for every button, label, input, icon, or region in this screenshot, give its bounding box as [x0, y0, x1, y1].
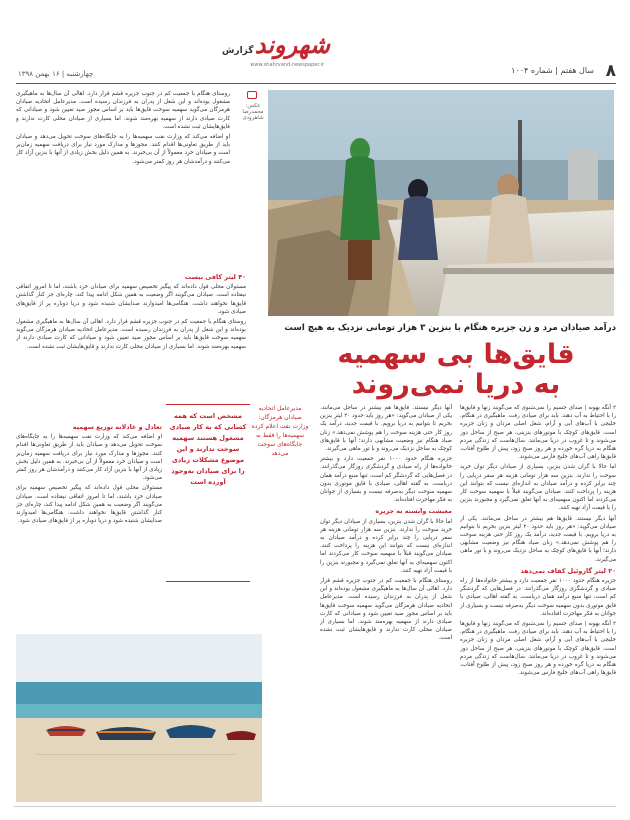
paragraph: روستای هنگام با جمعیت کم در جنوب جزیره قشم قرار دارد. اهالی آن سال‌ها به ماهیگیری مشغول بوده‌اند و این شغل از پدران به فرزندان رسیده است. مدیرعامل اتحادیه صیادان هرمزگان می‌گوید سهمیه سوخت قایق‌ها باید بر اساس مجوز صید تعیین شود و صیادانی که کارت صیادی دارند از سهمیه بهره‌مند شوند. اما بسیاری از صیادان محلی کارت ندارند و قایق‌هایشان ثبت نشده است.: [320, 578, 452, 642]
logo-url: www.shahrvand-newspaper.ir: [250, 62, 324, 68]
side-quote-text: مدیرعامل اتحادیه صیادان هرمزگان: وزارت نفت اعلام کرده سهمیه‌ها را فقط به جایگاه‌های سوخت می‌دهد: [251, 405, 309, 457]
text-column-left-top: [16, 90, 230, 266]
paragraph: ۲ آنگه بهونه | صدای جسیم را نمی‌شنوی که می‌گویند زنها و قایق‌ها را با احتیاط به آب دهند. باید برای صیادی رفت. ماهیگیری در هنگام، خلیجی با آب‌های آبی و آرام، شغل اصلی مردان و زنان جزیره است. قایق‌های کوچک با موتورهای بنزینی، هر صبح از ساحل دور می‌شوند و تا غروب در دریا می‌مانند. سال‌هاست که زندگی مردم هنگام به دریا گره خورده و هر روز صبح زود، پیش از طلوع آفتاب، قایق‌ها راهی آب‌های خلیج فارس می‌شوند.: [460, 405, 616, 461]
paragraph: روستای هنگام با جمعیت کم در جنوب جزیره قشم قرار دارد. اهالی آن سال‌ها به ماهیگیری مشغول بوده‌اند و این شغل از پدران به فرزندان رسیده است. مدیرعامل اتحادیه صیادان هرمزگان می‌گوید سهمیه سوخت قایق‌ها باید بر اساس مجوز صید تعیین شود و صیادانی که کارت صیادی دارند از سهمیه بهره‌مند شوند. اما بسیاری از صیادان محلی کارت ندارند و قایق‌هایشان ثبت نشده است.: [16, 319, 246, 350]
subheading: ۴۰ لیتر کافی نیست: [184, 273, 246, 281]
logo-sub-text: گزارش: [222, 46, 254, 56]
paragraph: او اضافه می‌کند که وزارت نفت سهمیه‌ها را به جایگاه‌های سوخت تحویل می‌دهد و صیادان باید از طریق تعاونی‌ها اقدام کنند. مجوزها و مدارک مورد نیاز برای دریافت سهمیه زمان‌بر است و صیادان خرد معمولاً از آن بی‌خبرند. به همین دلیل بخش زیادی از آنها با بنزین آزاد کار می‌کنند و درآمدشان هر روز کمتر می‌شود.: [16, 434, 162, 482]
paragraph: آنها دیگر نیستند. قایق‌ها هم بیشتر در ساحل می‌مانند. یکی از صیادان می‌گوید: «هر روز باید حدود ۲۰ لیتر بنزین بخریم تا بتوانیم به دریا برویم. با قیمت جدید، درآمد یک روز کار حتی هزینه سوخت را هم پوشش نمی‌دهد.» زنان صیاد هنگام نیز وضعیت مشابهی دارند؛ آنها با قایق‌های کوچک به ساحل نزدیک می‌روند و با تور ماهی می‌گیرند.: [460, 515, 616, 563]
text-column-middle: [320, 404, 452, 800]
page-number: ۸: [605, 60, 616, 81]
text-column-right: [460, 404, 616, 800]
pull-quote: [166, 404, 250, 582]
headline-line-1: قایق‌ها بی سهمیه: [337, 339, 575, 370]
issue-date: چهارشنبه | ۱۶ بهمن ۱۳۹۸: [18, 70, 94, 78]
issue-info: سال هفتم | شماره ۱۰۰۴: [511, 66, 594, 75]
side-quote: [250, 404, 310, 524]
pull-quote-text: مشخص است که همه کسانی که به کار صیادی مشغول هستند سهمیه سوخت ندارند و این موضوع مشکلات زیادی را برای صیادان به‌وجود آورده است: [169, 412, 247, 486]
camera-icon: [247, 91, 257, 99]
photo-beach-boats-illustration: [16, 634, 262, 802]
text-column-left-mid: [16, 270, 246, 420]
photo-fisherwomen: [268, 90, 614, 316]
headline-kicker: درآمد صیادان مرد و زن جزیره هنگام با بنزین ۳ هزار تومانی نزدیک به هیچ است: [284, 323, 616, 333]
text-column-left-lower: [16, 420, 162, 626]
page-footer-rule: [14, 806, 616, 807]
paragraph: آنها دیگر نیستند. قایق‌ها هم بیشتر در ساحل می‌مانند. یکی از صیادان می‌گوید: «هر روز باید حدود ۲۰ لیتر بنزین بخریم تا بتوانیم به دریا برویم. با قیمت جدید، درآمد یک روز کار حتی هزینه سوخت را هم پوشش نمی‌دهد.» زنان صیاد هنگام نیز وضعیت مشابهی دارند؛ آنها با قایق‌های کوچک به ساحل نزدیک می‌روند و با تور ماهی می‌گیرند.: [320, 405, 452, 453]
paragraph: جزیره هنگام حدود ۱۰۰۰ نفر جمعیت دارد و بیشتر خانواده‌ها از راه صیادی و گردشگری روزگار می‌گذرانند. در فصل‌هایی که گردشگر کم است، تنها منبع درآمد همان دریاست. به گفته اهالی، صیادی با قایق موتوری بدون سهمیه سوخت دیگر به‌صرفه نیست و بسیاری از جوانان به فکر مهاجرت افتاده‌اند.: [460, 578, 616, 617]
paragraph: ۲ آنگه بهونه | صدای جسیم را نمی‌شنوی که می‌گویند زنها و قایق‌ها را با احتیاط به آب دهند. باید برای صیادی رفت. ماهیگیری در هنگام، خلیجی با آب‌های آبی و آرام، شغل اصلی مردان و زنان جزیره است. قایق‌های کوچک با موتورهای بنزینی، هر صبح از ساحل دور می‌شوند و تا غروب در دریا می‌مانند. سال‌هاست که زندگی مردم هنگام به دریا گره خورده و هر روز صبح زود، پیش از طلوع آفتاب، قایق‌ها راهی آب‌های خلیج فارس می‌شوند.: [460, 621, 616, 677]
paragraph: روستای هنگام با جمعیت کم در جنوب جزیره قشم قرار دارد. اهالی آن سال‌ها به ماهیگیری مشغول بوده‌اند و این شغل از پدران به فرزندان رسیده است. مدیرعامل اتحادیه صیادان هرمزگان می‌گوید سهمیه سوخت قایق‌ها باید بر اساس مجوز صید تعیین شود و صیادانی که کارت صیادی دارند از سهمیه بهره‌مند شوند. اما بسیاری از صیادان محلی کارت ندارند و قایق‌هایشان ثبت نشده است.: [16, 91, 230, 130]
photo-credit: عکس: محمدرضا شاهرودی: [242, 103, 264, 121]
paragraph: مسئولان محلی قول داده‌اند که پیگیر تخصیص سهمیه برای صیادان خرد باشند، اما تا امروز اتفاقی نیفتاده است. صیادان می‌گویند اگر وضعیت به همین شکل ادامه پیدا کند، چاره‌ای جز کنار گذاشتن قایق‌ها نخواهند داشت. هنگامی‌ها امیدوارند صدایشان شنیده شود و دریا دوباره پر از قایق‌های صیادی شود.: [16, 284, 246, 315]
subheading: تعادل و عادلانه توزیع سهمیه: [72, 423, 162, 431]
photo-beach-boats: [16, 634, 262, 802]
paragraph: او اضافه می‌کند که وزارت نفت سهمیه‌ها را به جایگاه‌های سوخت تحویل می‌دهد و صیادان باید از طریق تعاونی‌ها اقدام کنند. مجوزها و مدارک مورد نیاز برای دریافت سهمیه زمان‌بر است و صیادان خرد معمولاً از آن بی‌خبرند. به همین دلیل بخش زیادی از آنها با بنزین آزاد کار می‌کنند و درآمدشان هر روز کمتر می‌شود.: [16, 134, 230, 165]
subheading: معیشت وابسته به جزیره: [375, 507, 452, 516]
paragraph: مسئولان محلی قول داده‌اند که پیگیر تخصیص سهمیه برای صیادان خرد باشند، اما تا امروز اتفاقی نیفتاده است. صیادان می‌گویند اگر وضعیت به همین شکل ادامه پیدا کند، چاره‌ای جز کنار گذاشتن قایق‌ها نخواهند داشت. هنگامی‌ها امیدوارند صدایشان شنیده شود و دریا دوباره پر از قایق‌های صیادی شود.: [16, 485, 162, 525]
headline-line-2: به دریا نمی‌روند: [351, 369, 561, 400]
subheading: ۲۰ لیتر گازوئیل کفاف نمی‌دهد: [520, 566, 616, 575]
paragraph: جزیره هنگام حدود ۱۰۰۰ نفر جمعیت دارد و بیشتر خانواده‌ها از راه صیادی و گردشگری روزگار می‌گذرانند. در فصل‌هایی که گردشگر کم است، تنها منبع درآمد همان دریاست. به گفته اهالی، صیادی با قایق موتوری بدون سهمیه سوخت دیگر به‌صرفه نیست و بسیاری از جوانان به فکر مهاجرت افتاده‌اند.: [320, 456, 452, 504]
newspaper-logo: [220, 30, 330, 66]
photo-fisherwomen-illustration: [268, 90, 614, 316]
paragraph: اما حالا با گران شدن بنزین، بسیاری از صیادان دیگر توان خرید سوخت را ندارند. بنزین سه هزار تومانی هزینه هر سفر دریایی را چند برابر کرده و درآمد صیادان به اندازه‌ای نیست که بتوانند این هزینه را پرداخت کنند. صیادان می‌گویند قبلاً با سهمیه سوخت کار می‌کردند اما اکنون سهمیه‌ای به آنها تعلق نمی‌گیرد و مجبورند بنزین را با قیمت آزاد تهیه کنند.: [320, 518, 452, 574]
paragraph: اما حالا با گران شدن بنزین، بسیاری از صیادان دیگر توان خرید سوخت را ندارند. بنزین سه هزار تومانی هزینه هر سفر دریایی را چند برابر کرده و درآمد صیادان به اندازه‌ای نیست که بتوانند این هزینه را پرداخت کنند. صیادان می‌گویند قبلاً با سهمیه سوخت کار می‌کردند اما اکنون سهمیه‌ای به آنها تعلق نمی‌گیرد و مجبورند بنزین را با قیمت آزاد تهیه کنند.: [460, 464, 616, 512]
logo-main-text: شهروند: [254, 30, 330, 59]
